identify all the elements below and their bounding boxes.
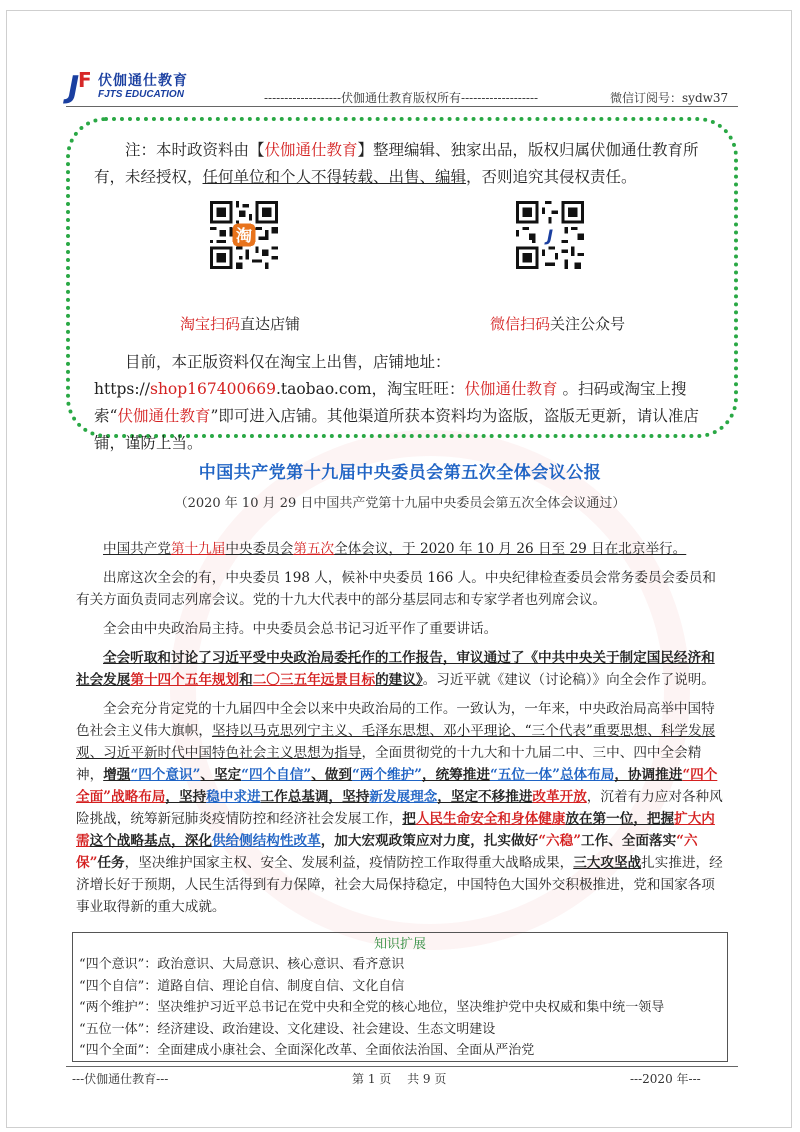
wechat-qr-code[interactable] <box>516 201 584 269</box>
logo-en: FJTS EDUCATION <box>98 89 184 100</box>
body-paragraph-2: 出席这次全会的有，中央委员 198 人，候补中央委员 166 人。中央纪律检查委员会常务委员会委员和有关方面负责同志列席会议。党的十九大代表中的部分基层同志和专家学者也列席会议。 <box>76 570 716 608</box>
document-subtitle: （2020 年 10 月 29 日中国共产党第十九届中央委员会第五次全体会议通过） <box>174 496 626 511</box>
taobao-qr-code[interactable] <box>210 201 278 269</box>
footer-divider <box>66 1066 738 1067</box>
copyright-notice-box <box>66 117 738 452</box>
taobao-qr-caption: 淘宝扫码直达店铺 <box>180 315 301 333</box>
knowledge-row: “两个维护”：坚决维护习近平总书记在党中央和全党的核心地位，坚决维护党中央权威和集中统一领导 <box>79 1000 665 1015</box>
header-copyright: -------------------伏伽通仕教育版权所有------------------- <box>264 91 539 105</box>
knowledge-box <box>72 932 728 1062</box>
knowledge-row: “四个全面”：全面建成小康社会、全面深化改革、全面依法治国、全面从严治党 <box>79 1043 535 1058</box>
knowledge-row: “四个意识”：政治意识、大局意识、核心意识、看齐意识 <box>79 957 405 972</box>
logo-mark-icon: J F <box>68 68 92 105</box>
footer-brand: ---伏伽通仕教育--- <box>72 1072 169 1086</box>
body-paragraph-3: 全会由中央政治局主持。中央委员会总书记习近平作了重要讲话。 <box>103 621 498 637</box>
shop-link[interactable]: shop167400669 <box>149 380 276 398</box>
footer-year: ---2020 年--- <box>630 1072 701 1086</box>
knowledge-title: 知识扩展 <box>373 937 426 952</box>
wechat-qr-caption: 微信扫码关注公众号 <box>490 315 626 333</box>
body-paragraph-1: 中国共产党第十九届中央委员会第五次全体会议，于 2020 年 10 月 26 日至 29 日在北京举行。 <box>103 541 687 557</box>
taobao-badge-icon: 淘 <box>235 226 253 246</box>
logo <box>66 70 188 104</box>
body-paragraph-5: 全会充分肯定党的十九届四中全会以来中央政治局的工作。一致认为，一年来，中央政治局高举中国特色社会主义伟大旗帜，坚持以马克思列宁主义、毛泽东思想、邓小平理论、“三个代表”重要思想、科学发展观、习近平新时代中国特色社会主义思想为指导，全面贯彻党的十九大和十九届二中、三中、四中全会精神，增强“四个意识”、坚定“四个自信”、做到“两个维护”，统筹推进“五位一体”总体布局，协调推进“四个全面”战略布局，坚持稳中求进工作总基调，坚持新发展理念，坚定不移推进改革开放，沉着有力应对各种风险挑战，统筹新冠肺炎疫情防控和经济社会发展工作，把人民生命安全和身体健康放在第一位，把握扩大内需这个战略基点，深化供给侧结构性改革，加大宏观政策应对力度，扎实做好“六稳”工作、全面落实“六保”任务，坚决维护国家主权、安全、发展利益，疫情防控工作取得重大战略成果，三大攻坚战扎实推进，经济增长好于预期，人民生活得到有力保障，社会大局保持稳定，中国特色大国外交积极推进，党和国家各项事业取得新的重大成就。 <box>76 701 723 915</box>
header-divider <box>66 106 738 107</box>
logo-cn: 伏伽通仕教育 <box>98 73 188 89</box>
page-number: 第 1 页 共 9 页 <box>352 1072 447 1086</box>
document-title: 中国共产党第十九届中央委员会第五次全体会议公报 <box>198 463 602 483</box>
communique-body <box>76 538 728 925</box>
header-wechat-id: 微信订阅号：sydw37 <box>610 91 729 105</box>
knowledge-row: “五位一体”：经济建设、政治建设、文化建设、社会建设、生态文明建设 <box>79 1021 496 1037</box>
svg-text:J: J <box>546 225 554 245</box>
notice-paragraph-1: 注：本时政资料由【伏伽通仕教育】整理编辑、独家出品，版权归属伏伽通仕教育所有，未经授权，任何单位和个人不得转载、出售、编辑，否则追究其侵权责任。 <box>94 141 699 186</box>
knowledge-row: “四个自信”：道路自信、理论自信、制度自信、文化自信 <box>79 978 405 994</box>
notice-paragraph-2: 目前，本正版资料仅在淘宝上出售，店铺地址：https://shop167400669.taobao.com，淘宝旺旺：伏伽通仕教育 。扫码或淘宝上搜索“伏伽通仕教育”即可进入店铺。其他渠道所获本资料均为盗版，盗版无更新，请认准店铺，谨防上当。 <box>94 353 699 452</box>
body-paragraph-4: 全会听取和讨论了习近平受中央政治局委托作的工作报告，审议通过了《中共中央关于制定国民经济和社会发展第十四个五年规划和二〇三五年远景目标的建议》。习近平就《建议（讨论稿）》向全会作了说明。 <box>76 650 715 688</box>
